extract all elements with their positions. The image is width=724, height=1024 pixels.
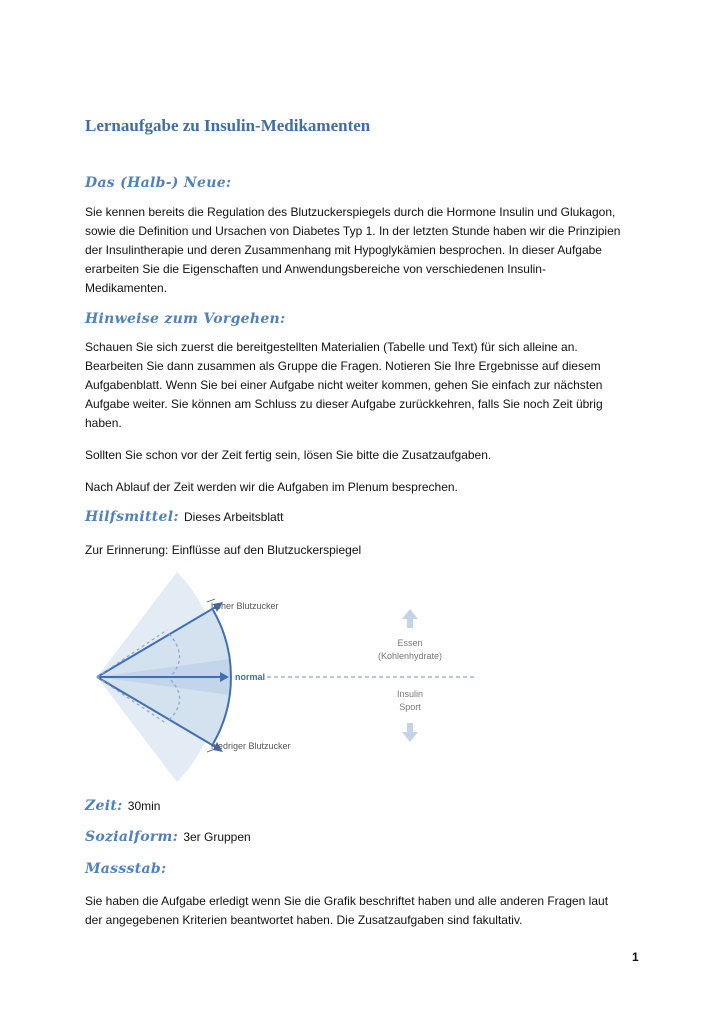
paragraph-zusatz: Sollten Sie schon vor der Zeit fertig sein, lösen Sie bitte die Zusatzaufgaben. — [85, 448, 492, 462]
text-line: sowie die Definition und Ursachen von Diabetes Typ 1. In der letzten Stunde haben wir die Prinzipien — [85, 224, 621, 238]
heading-massstab: Massstab: — [85, 861, 167, 877]
text-line: haben. — [85, 416, 122, 430]
label-low: niedriger Blutzucker — [211, 741, 291, 751]
heading-zeit — [85, 798, 160, 814]
text-line: der angegebenen Kriterien beantwortet haben. Die Zusatzaufgaben sind fakultativ. — [85, 913, 523, 927]
sozialform-value: 3er Gruppen — [183, 830, 251, 844]
label-high: hoher Blutzucker — [211, 601, 279, 611]
text-line: Sie kennen bereits die Regulation des Blutzuckerspiegels durch die Hormone Insulin und Glukagon, — [85, 205, 616, 219]
heading-das-neue: Das (Halb-) Neue: — [85, 175, 232, 191]
label-insulin: Insulin — [396, 689, 424, 699]
hilfsmittel-value: Dieses Arbeitsblatt — [184, 510, 284, 524]
zeit-value: 30min — [127, 799, 161, 813]
heading-hinweise: Hinweise zum Vorgehen: — [85, 311, 286, 327]
label-sport: Sport — [399, 702, 421, 712]
label-kohlenhydrate: (Kohlenhydrate) — [377, 651, 443, 661]
text-line: erarbeiten Sie die Eigenschaften und Anwendungsbereiche von verschiedenen Insulin- — [85, 262, 546, 276]
zeit-label: Zeit: — [85, 798, 123, 814]
heading-hilfsmittel — [85, 509, 283, 525]
arrow-down-icon — [402, 723, 418, 742]
label-essen: Essen — [397, 638, 423, 648]
text-line: Aufgabenblatt. Wenn Sie bei einer Aufgabe nicht weiter kommen, gehen Sie einfach zur nächsten — [85, 378, 603, 392]
page-number: 1 — [632, 950, 639, 964]
blood-sugar-diagram — [85, 572, 477, 782]
heading-sozialform — [85, 829, 251, 845]
paragraph-plenum: Nach Ablauf der Zeit werden wir die Aufgaben im Plenum besprechen. — [85, 480, 458, 494]
text-line: Medikamenten. — [85, 281, 168, 295]
text-line: Bearbeiten Sie dann zusammen als Gruppe die Fragen. Notieren Sie Ihre Ergebnisse auf diesem — [85, 359, 601, 373]
paragraph-hinweise — [85, 338, 645, 433]
reminder-text: Zur Erinnerung: Einflüsse auf den Blutzuckerspiegel — [85, 543, 362, 557]
text-line: Sie haben die Aufgabe erledigt wenn Sie die Grafik beschriftet haben und alle anderen Fragen laut — [85, 894, 609, 908]
arrow-up-icon — [402, 609, 418, 628]
blood-sugar-figure — [85, 572, 477, 782]
paragraph-massstab — [85, 892, 645, 930]
text-line: Aufgabe weiter. Sie können am Schluss zu dieser Aufgabe zurückkehren, falls Sie noch Zeit übrig — [85, 397, 603, 411]
hilfsmittel-label: Hilfsmittel: — [85, 509, 179, 525]
page-title: Lernaufgabe zu Insulin-Medikamenten — [85, 116, 371, 135]
paragraph-das-neue — [85, 203, 645, 298]
label-normal: normal — [235, 672, 266, 682]
text-line: der Insulintherapie und deren Zusammenhang mit Hypoglykämien besprochen. In dieser Aufgabe — [85, 243, 602, 257]
text-line: Schauen Sie sich zuerst die bereitgestellten Materialien (Tabelle und Text) für sich alleine an. — [85, 340, 578, 354]
sozialform-label: Sozialform: — [85, 829, 179, 845]
